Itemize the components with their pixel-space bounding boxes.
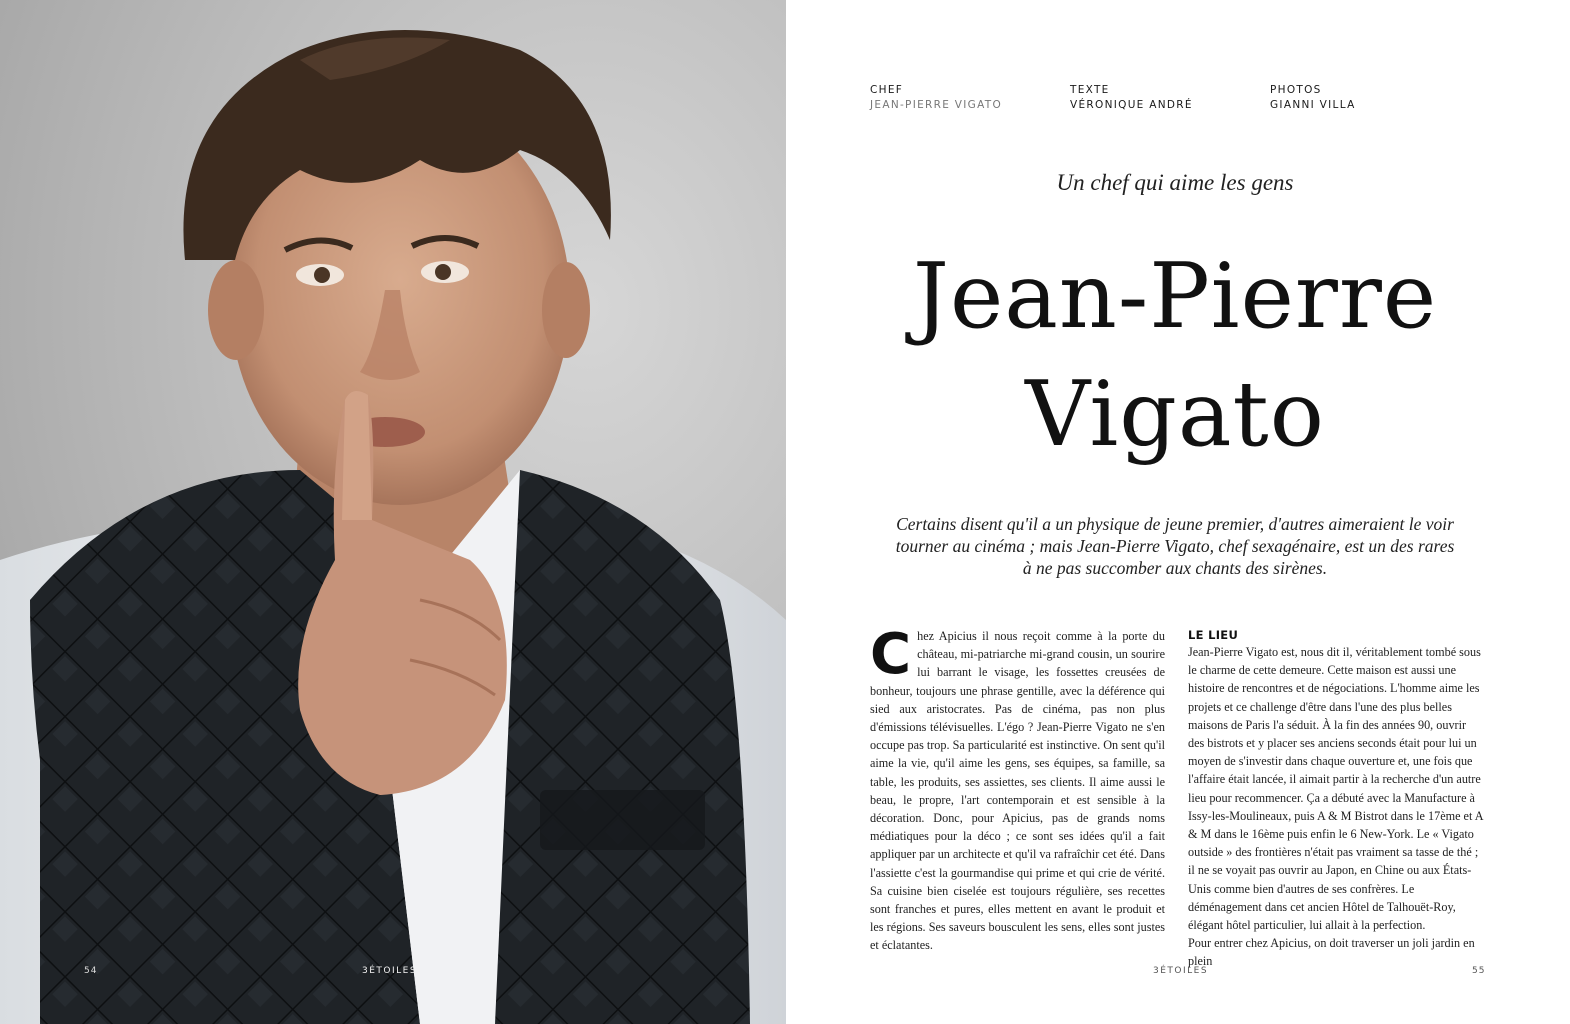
credits-row (870, 83, 1470, 113)
article-lead: Certains disent qu'il a un physique de jeune premier, d'autres aimeraient le voir tourner au cinéma ; mais Jean-Pierre Vigato, chef sexagénaire, est un des rares à ne pas succomber aux chants des sirènes. (895, 514, 1455, 578)
folio-right: 55 (1472, 966, 1486, 976)
credit-chef (870, 83, 1070, 113)
credit-label: TEXTE (1070, 84, 1110, 96)
article-title (860, 238, 1490, 474)
credit-value: JEAN-PIERRE VIGATO (870, 99, 1003, 111)
body-column-1 (870, 622, 1165, 955)
body-paragraph-continued: Pour entrer chez Apicius, on doit traverser un joli jardin en plein (1188, 936, 1475, 969)
body-column-2 (1188, 627, 1484, 971)
credit-value: GIANNI VILLA (1270, 99, 1356, 111)
section-heading: LE LIEU (1188, 628, 1239, 642)
body-paragraph: hez Apicius il nous reçoit comme à la porte du château, mi-patriarche mi-grand cousin, un sourire lui barrant le visage, les fossettes creusées de bonheur, toujours une phrase gentille, avec la déférence qui sied aux aristocrates. Pas de cinéma, pas non plus d'émissions télévisuelles. L'égo ? Jean-Pierre Vigato ne s'en occupe pas trop. Sa particularité est instinctive. On sent qu'il aime la vie, qu'il aime les gens, ses équipes, sa famille, sa table, les produits, ses assiettes, ses clients. Il aime aussi le beau, le propre, l'art contemporain et est sensible à la décoration. Donc, pour Apicius, pas de grands noms médiatiques pour la déco ; ce sont ses idées qu'il a fait appliquer par un architecte et qu'il va rafraîchir cet été. Dans l'assiette c'est la gourmandise qui prime et qui crie de vérité. Sa cuisine bien ciselée est toujours régulière, ses recettes sont franches et pures, elles mettent en avant le produit et les régions. Ses saveurs bousculent les sens, elles sont justes et éclatantes. (870, 629, 1165, 953)
article-kicker: Un chef qui aime les gens (1056, 170, 1294, 195)
credit-value: VÉRONIQUE ANDRÉ (1070, 99, 1193, 111)
title-line-2: Vigato (1025, 362, 1325, 467)
credit-text (1070, 83, 1270, 113)
drop-cap: C (870, 622, 912, 687)
folio-left: 54 (84, 966, 98, 976)
magazine-brand-left: 3ÉTOILES (362, 966, 418, 976)
credit-photos (1270, 83, 1470, 113)
credit-label: CHEF (870, 84, 904, 96)
body-paragraph: Jean-Pierre Vigato est, nous dit il, véritablement tombé sous le charme de cette demeure. Cette maison est aussi une histoire de rencontres et de négociations. L'homme aime les projets et ce challenge d'être dans l'une des plus belles maisons de Paris l'a séduit. À la fin des années 90, ouvrir des bistrots et y placer ses anciens seconds était pour lui un moyen de s'investir dans chaque ouverture et, une fois que l'affaire était lancée, il aimait partir à la recherche d'un autre lieu pour recommencer. Ça a débuté avec la Manufacture à Issy-les-Moulineaux, puis A & M Bistrot dans le 17ème et A & M dans le 16ème puis enfin le 6 New-York. Le « Vigato outside » des frontières n'était pas vraiment sa tasse de thé ; il ne se voyait pas ouvrir au Japon, en Chine ou aux États-Unis comme bien d'autres de ses confrères. Le déménagement dans cet ancien Hôtel de Talhouët-Roy, élégant hôtel particulier, lui allait à la perfection. (1188, 645, 1483, 933)
title-line-1: Jean-Pierre (912, 244, 1438, 349)
credit-label: PHOTOS (1270, 84, 1322, 96)
magazine-brand-right: 3ÉTOILES (1153, 966, 1209, 976)
